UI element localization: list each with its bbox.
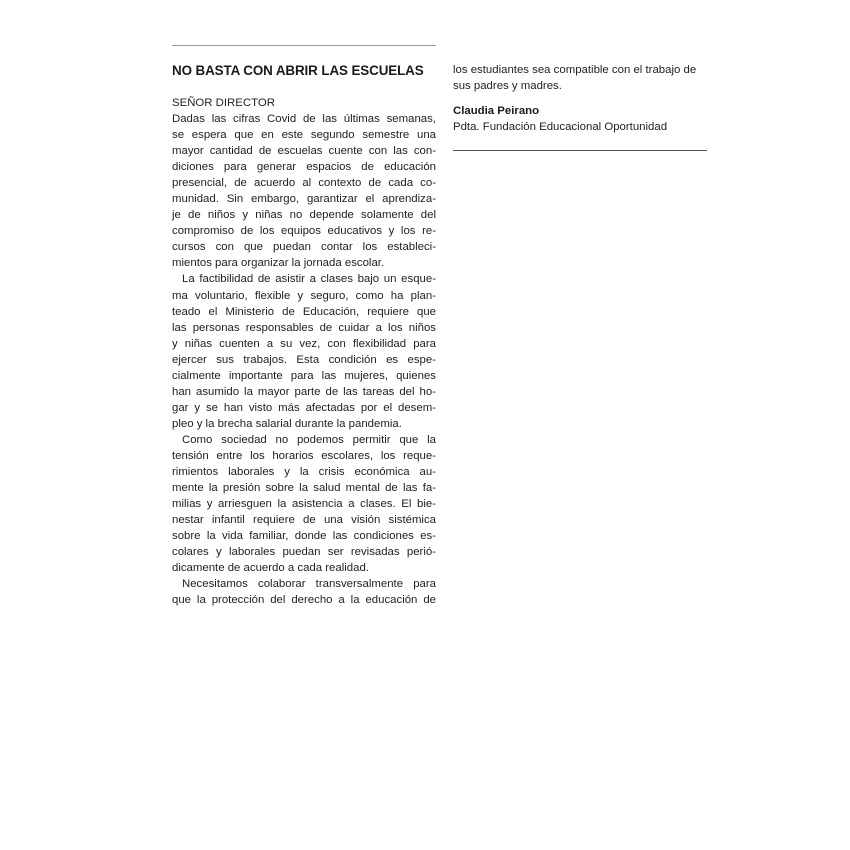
article-left-column bbox=[172, 45, 436, 608]
body-line: cursos con que puedan contar los estableci- bbox=[172, 241, 436, 254]
body-line: nestar infantil requiere de una visión sistémica bbox=[172, 514, 436, 527]
body-line: ejercer sus trabajos. Esta condición es espe- bbox=[172, 353, 436, 366]
body-line: las personas responsables de cuidar a los niños bbox=[172, 321, 436, 334]
body-line: pleo y la brecha salarial durante la pandemia. bbox=[172, 417, 402, 430]
body-line: munidad. Sin embargo, garantizar el aprendiza- bbox=[172, 193, 436, 206]
body-line: diciones para generar espacios de educación bbox=[172, 161, 436, 174]
body-line: gar y se han visto más afectadas por el desem- bbox=[172, 401, 436, 414]
body-line: Necesitamos colaborar transversalmente para bbox=[182, 578, 436, 591]
body-line: dicamente de acuerdo a cada realidad. bbox=[172, 562, 369, 575]
body-line: La factibilidad de asistir a clases bajo un esque- bbox=[182, 273, 436, 286]
signature-role: Pdta. Fundación Educacional Oportunidad bbox=[453, 121, 668, 134]
article-body-continued bbox=[453, 62, 707, 94]
body-line: sobre la vida familiar, donde las condiciones es- bbox=[172, 530, 436, 543]
body-line: colares y laborales puedan ser revisadas perió- bbox=[172, 546, 436, 559]
body-line: mientos para organizar la jornada escolar. bbox=[172, 257, 385, 270]
body-line: je de niños y niñas no depende solamente del bbox=[172, 209, 436, 222]
bottom-divider bbox=[453, 150, 707, 151]
body-line: teado el Ministerio de Educación, requiere que bbox=[172, 305, 436, 318]
body-line: ma voluntario, flexible y seguro, como ha plan- bbox=[172, 289, 436, 302]
body-line: Dadas las cifras Covid de las últimas semanas, bbox=[172, 113, 436, 125]
body-line: rimientos laborales y la crisis económica au- bbox=[172, 466, 436, 479]
body-line: se espera que en este segundo semestre una bbox=[172, 129, 436, 142]
body-line: cialmente importante para las mujeres, quienes bbox=[172, 369, 436, 382]
signature-block bbox=[453, 103, 707, 135]
body-line: tensión entre los horarios escolares, los reque- bbox=[172, 449, 436, 462]
body-line: compromiso de los equipos educativos y los re- bbox=[172, 225, 436, 238]
body-line: mente la presión sobre la salud mental de las fa- bbox=[172, 482, 436, 495]
body-line: milias y arriesguen la asistencia a clases. El bie- bbox=[172, 498, 436, 511]
article-right-column bbox=[453, 45, 707, 151]
body-line: los estudiantes sea compatible con el trabajo de bbox=[453, 64, 697, 76]
signature-name: Claudia Peirano bbox=[453, 105, 540, 118]
top-divider bbox=[172, 45, 436, 46]
body-line: y niñas cuenten a su vez, con flexibilidad para bbox=[172, 337, 436, 350]
body-line: Como sociedad no podemos permitir que la bbox=[182, 433, 436, 446]
body-line: mayor cantidad de escuelas cuente con las con- bbox=[172, 145, 436, 158]
salutation: SEÑOR DIRECTOR bbox=[172, 97, 275, 109]
article-title: NO BASTA CON ABRIR LAS ESCUELAS bbox=[172, 63, 424, 78]
body-line: que la protección del derecho a la educación de bbox=[172, 594, 436, 607]
body-line: han asumido la mayor parte de las tareas del ho- bbox=[172, 385, 436, 398]
body-line: sus padres y madres. bbox=[453, 80, 562, 93]
article-body bbox=[172, 111, 436, 608]
body-line: presencial, de acuerdo al contexto de cada co- bbox=[172, 177, 436, 190]
